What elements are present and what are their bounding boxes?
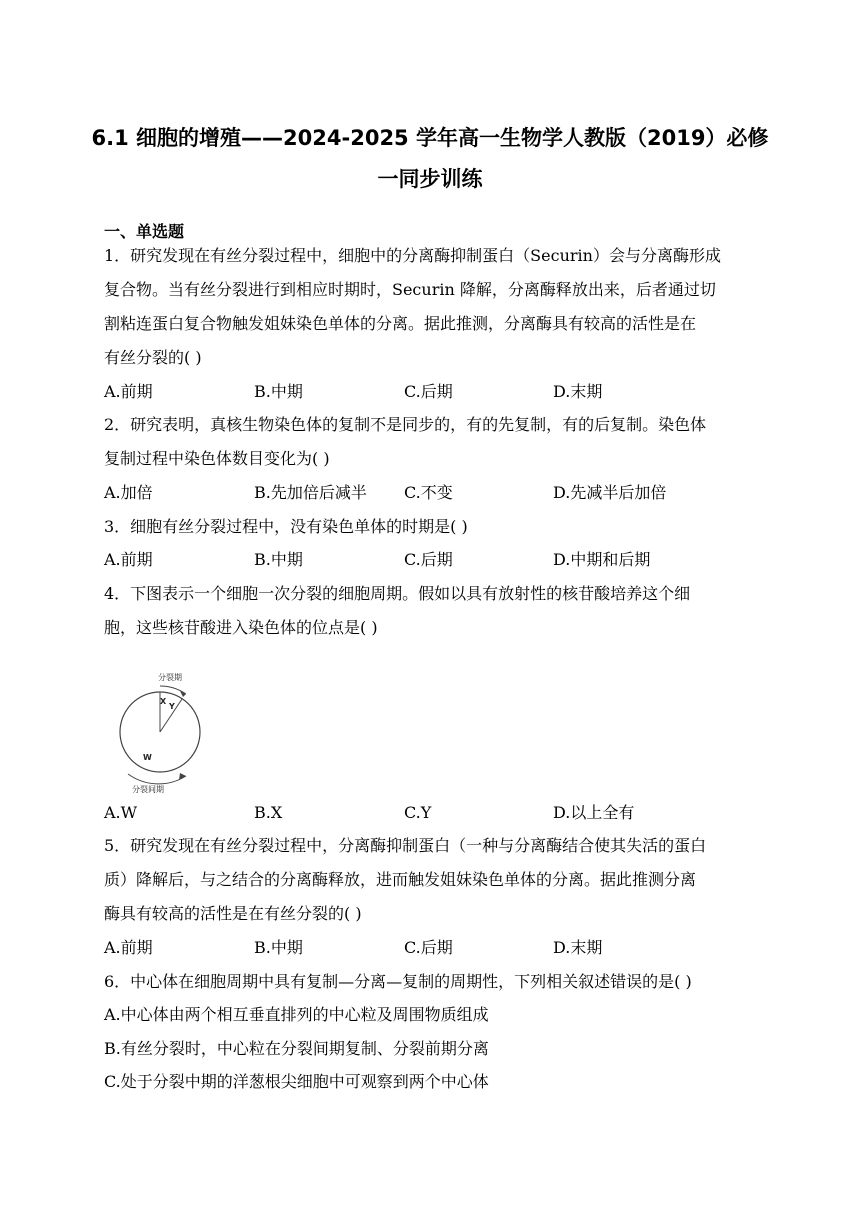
figure-label-interphase: 分裂间期	[132, 785, 164, 794]
cell-cycle-figure	[110, 668, 210, 796]
question-5-options	[104, 935, 764, 961]
question-4-options	[104, 800, 764, 826]
question-5-option-b: B.中期	[254, 938, 303, 957]
figure-label-y: Y	[169, 702, 175, 711]
question-3-option-c: C.后期	[404, 550, 453, 569]
question-5-option-c: C.后期	[404, 938, 453, 957]
question-3-option-a: A.前期	[104, 550, 153, 569]
question-1-line-3: 割粘连蛋白复合物触发姐妹染色单体的分离。据此推测，分离酶具有较高的活性是在	[104, 314, 697, 333]
question-1-line-1: 1．研究发现在有丝分裂过程中，细胞中的分离酶抑制蛋白（Securin）会与分离酶形成	[104, 246, 721, 265]
question-1-line-4: 有丝分裂的( )	[104, 348, 202, 367]
document-title-line-1: 6.1 细胞的增殖——2024-2025 学年高一生物学人教版（2019）必修	[91, 126, 769, 150]
question-1-option-d: D.末期	[553, 382, 603, 401]
question-5-option-a: A.前期	[104, 938, 153, 957]
interphase-arc	[128, 774, 186, 784]
question-3-options	[104, 547, 764, 573]
question-5-line-1: 5．研究发现在有丝分裂过程中，分离酶抑制蛋白（一种与分离酶结合使其失活的蛋白	[104, 836, 707, 855]
question-4-option-c: C.Y	[404, 803, 432, 822]
question-5-line-3: 酶具有较高的活性是在有丝分裂的( )	[104, 904, 362, 923]
question-2-option-b: B.先加倍后减半	[254, 483, 367, 502]
question-6-option-b: B.有丝分裂时，中心粒在分裂间期复制、分裂前期分离	[104, 1039, 489, 1058]
section-heading: 一、单选题	[104, 222, 185, 241]
question-1-option-b: B.中期	[254, 382, 303, 401]
question-1-option-a: A.前期	[104, 382, 153, 401]
question-6-line-1: 6．中心体在细胞周期中具有复制—分离—复制的周期性，下列相关叙述错误的是( )	[104, 972, 692, 991]
question-4-line-2: 胞，这些核苷酸进入染色体的位点是( )	[104, 618, 378, 637]
question-3-option-b: B.中期	[254, 550, 303, 569]
document-title-line-2: 一同步训练	[377, 167, 483, 191]
question-3-line-1: 3．细胞有丝分裂过程中，没有染色单体的时期是( )	[104, 517, 468, 536]
question-1-options	[104, 379, 764, 405]
question-1-option-c: C.后期	[404, 382, 453, 401]
question-3-option-d: D.中期和后期	[553, 550, 651, 569]
question-4-option-d: D.以上全有	[553, 803, 635, 822]
question-4-option-a: A.W	[104, 803, 138, 822]
question-2-option-d: D.先减半后加倍	[553, 483, 667, 502]
question-4-option-b: B.X	[254, 803, 283, 822]
question-6-option-c: C.处于分裂中期的洋葱根尖细胞中可观察到两个中心体	[104, 1072, 489, 1091]
interphase-arc-arrowhead	[179, 773, 186, 780]
question-2-line-2: 复制过程中染色体数目变化为( )	[104, 449, 330, 468]
question-2-line-1: 2．研究表明，真核生物染色体的复制不是同步的，有的先复制，有的后复制。染色体	[104, 415, 707, 434]
figure-label-x: X	[160, 697, 167, 706]
question-2-options	[104, 480, 764, 506]
figure-label-w: W	[143, 753, 152, 762]
figure-label-mitosis: 分裂期	[158, 673, 182, 682]
question-5-line-2: 质）降解后，与之结合的分离酶释放，进而触发姐妹染色单体的分离。据此推测分离	[104, 870, 697, 889]
question-1-line-2: 复合物。当有丝分裂进行到相应时期时，Securin 降解，分离酶释放出来，后者通过切	[104, 280, 716, 299]
question-2-option-c: C.不变	[404, 483, 453, 502]
question-4-line-1: 4．下图表示一个细胞一次分裂的细胞周期。假如以具有放射性的核苷酸培养这个细	[104, 584, 691, 603]
question-2-option-a: A.加倍	[104, 483, 153, 502]
question-5-option-d: D.末期	[553, 938, 603, 957]
question-6-option-a: A.中心体由两个相互垂直排列的中心粒及周围物质组成	[104, 1005, 489, 1024]
